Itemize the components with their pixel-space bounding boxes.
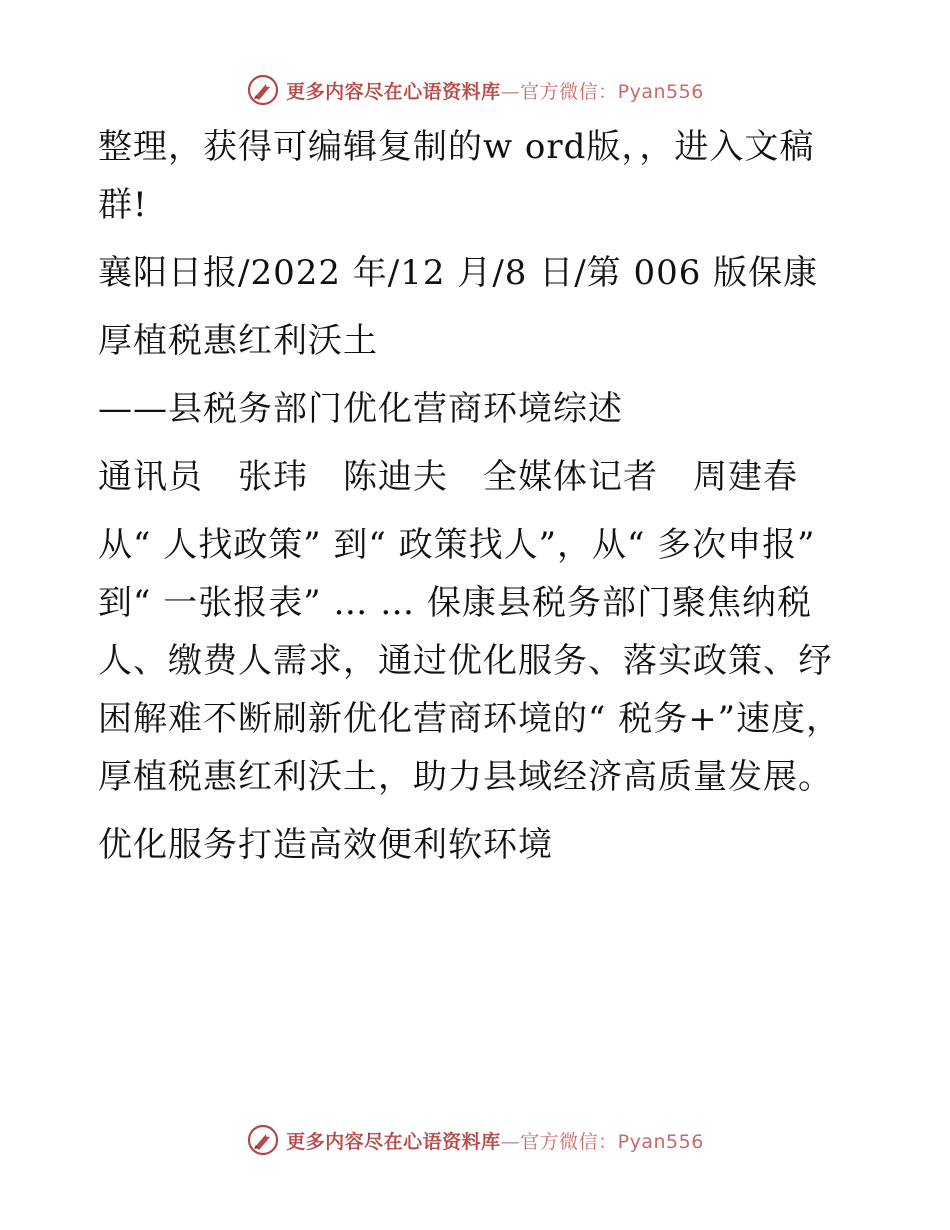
document-body (98, 118, 858, 884)
watermark-contact: 官方微信：Pyan556 (520, 80, 704, 103)
article-byline: 通讯员 张玮 陈迪夫 全媒体记者 周建春 (98, 457, 798, 497)
header-watermark (0, 70, 950, 110)
watermark-separator: — (500, 80, 521, 103)
footer-watermark (0, 1120, 950, 1160)
watermark-contact: 官方微信：Pyan556 (520, 1130, 704, 1153)
pen-logo-icon (246, 73, 280, 107)
watermark-text (286, 77, 704, 104)
watermark-separator: — (500, 1130, 521, 1153)
watermark-brand: 更多内容尽在心语资料库 (286, 80, 501, 103)
source-line: 襄阳日报/2022 年/12 月/8 日/第 006 版保康 (98, 253, 819, 293)
body-paragraph: 从“ 人找政策” 到“ 政策找人”，从“ 多次申报” 到“ 一张报表” … … 保康县税务部门聚焦纳税人、缴费人需求，通过优化服务、落实政策、纾困解难不断刷新优化营商环境的“ 税务+”速度，厚植税惠红利沃土，助力县域经济高质量发展。 (98, 525, 842, 797)
article-headline: 厚植税惠红利沃土 (98, 321, 378, 361)
pen-logo-icon (246, 1123, 280, 1157)
article-subheadline: ——县税务部门优化营商环境综述 (98, 389, 623, 429)
watermark-text (286, 1127, 704, 1154)
section-heading: 优化服务打造高效便利软环境 (98, 825, 553, 865)
watermark-brand: 更多内容尽在心语资料库 (286, 1130, 501, 1153)
intro-paragraph: 整理，获得可编辑复制的w ord版，，进入文稿群! (98, 127, 815, 225)
